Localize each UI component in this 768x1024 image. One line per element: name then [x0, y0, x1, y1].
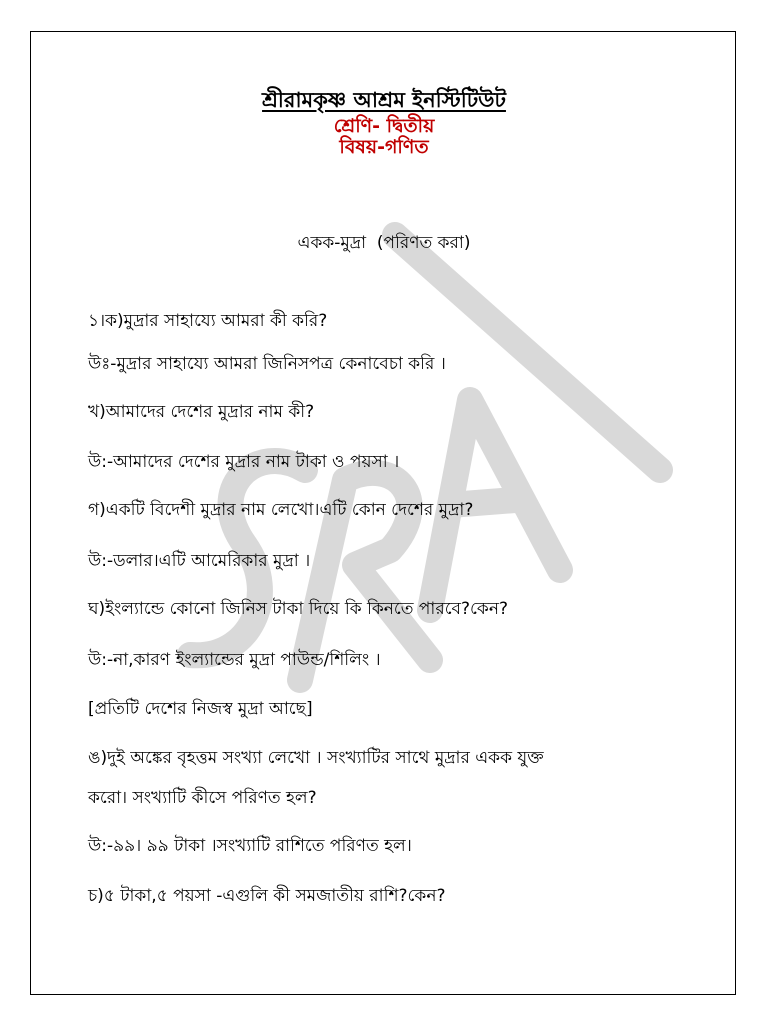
- question-1e-line1: ঙ)দুই অঙ্কের বৃহত্তম সংখ্যা লেখো । সংখ্যাটির সাথে মুদ্রার একক যুক্ত: [88, 748, 544, 768]
- answer-1c: উ:-ডলার।এটি আমেরিকার মুদ্রা ।: [88, 551, 311, 571]
- school-name: শ্রীরামকৃষ্ণ আশ্রম ইনস্টিটিউট: [262, 88, 506, 112]
- answer-1b: উ:-আমাদের দেশের মুদ্রার নাম টাকা ও পয়সা ।: [88, 452, 400, 472]
- question-1a: ১।ক)মুদ্রার সাহায্যে আমরা কী করি?: [88, 311, 328, 331]
- chapter-title: একক-মুদ্রা (পরিণত করা): [297, 233, 471, 253]
- answer-1d: উ:-না,কারণ ইংল্যান্ডের মুদ্রা পাউন্ড/শিলিং ।: [88, 650, 381, 670]
- subject-label: বিষয়-গণিত: [339, 136, 429, 158]
- answer-1e: উ:-৯৯। ৯৯ টাকা ।সংখ্যাটি রাশিতে পরিণত হল।: [88, 836, 412, 856]
- class-label: শ্রেণি- দ্বিতীয়: [333, 115, 435, 137]
- answer-1a: উঃ-মুদ্রার সাহায্যে আমরা জিনিসপত্র কেনাবেচা করি ।: [88, 354, 446, 374]
- question-1f: চ)৫ টাকা,৫ পয়সা -এগুলি কী সমজাতীয় রাশি?কেন?: [88, 886, 446, 906]
- question-1e-line2: করো। সংখ্যাটি কীসে পরিণত হল?: [88, 788, 317, 808]
- question-1b: খ)আমাদের দেশের মুদ্রার নাম কী?: [88, 402, 315, 422]
- note-own-currency: [প্রতিটি দেশের নিজস্ব মুদ্রা আছে]: [88, 699, 313, 719]
- question-1d: ঘ)ইংল্যান্ডে কোনো জিনিস টাকা দিয়ে কি কিনতে পারবে?কেন?: [88, 599, 508, 619]
- question-1c: গ)একটি বিদেশী মুদ্রার নাম লেখো।এটি কোন দেশের মুদ্রা?: [88, 500, 474, 520]
